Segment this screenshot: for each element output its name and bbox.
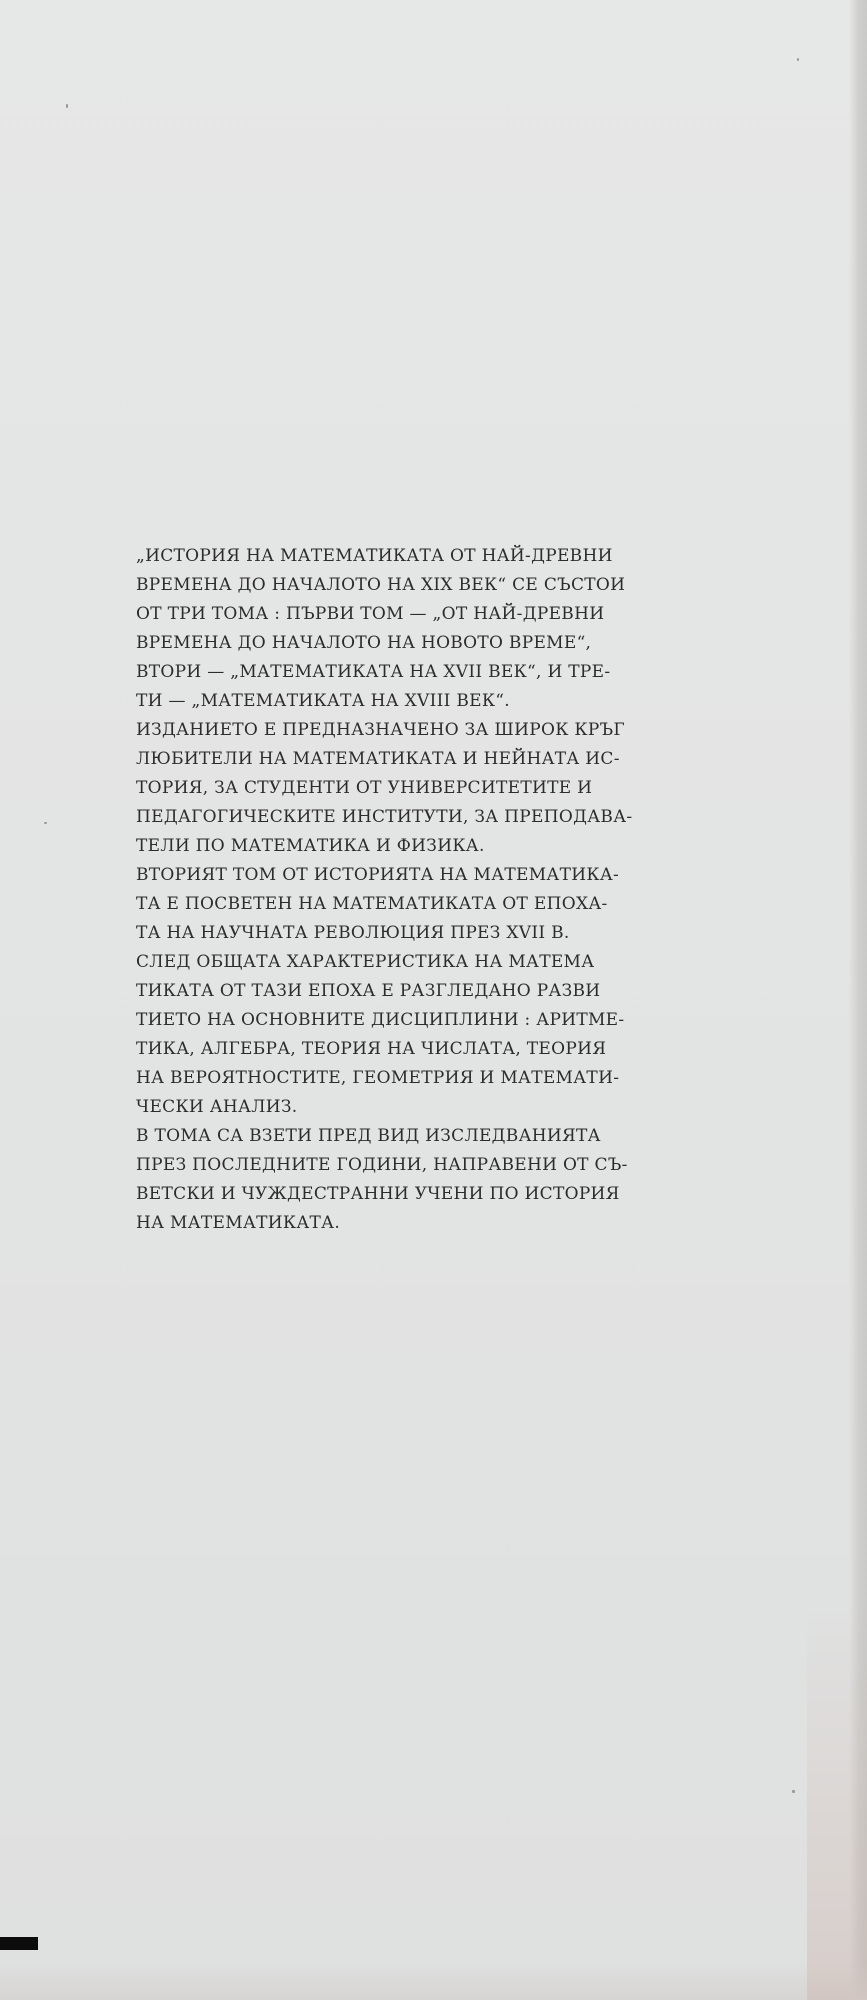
- description-line: ТА НА НАУЧНАТА РЕВОЛЮЦИЯ ПРЕЗ XVII В.: [136, 923, 570, 943]
- description-line: ПРЕЗ ПОСЛЕДНИТЕ ГОДИНИ, НАПРАВЕНИ ОТ СЪ-: [136, 1155, 628, 1175]
- description-line: СЛЕД ОБЩАТА ХАРАКТЕРИСТИКА НА МАТЕМА: [136, 952, 595, 972]
- paper-speck: [792, 1790, 795, 1793]
- cover-corner-tint: [807, 1600, 867, 2000]
- description-line: „ИСТОРИЯ НА МАТЕМАТИКАТА ОТ НАЙ-ДРЕВНИ: [136, 546, 613, 566]
- paper-speck: [66, 104, 68, 108]
- paper-speck: [797, 58, 799, 61]
- description-line: НА ВЕРОЯТНОСТИТЕ, ГЕОМЕТРИЯ И МАТЕМАТИ-: [136, 1068, 620, 1088]
- description-line: ТИЕТО НА ОСНОВНИТЕ ДИСЦИПЛИНИ : АРИТМЕ-: [136, 1010, 625, 1030]
- description-line: ТИКАТА ОТ ТАЗИ ЕПОХА Е РАЗГЛЕДАНО РАЗВИ: [136, 981, 601, 1001]
- description-line: ПЕДАГОГИЧЕСКИТЕ ИНСТИТУТИ, ЗА ПРЕПОДАВА-: [136, 807, 633, 827]
- cover-bottom-edge-shadow: [0, 1960, 867, 2000]
- description-line: ТА Е ПОСВЕТЕН НА МАТЕМАТИКАТА ОТ ЕПОХА-: [136, 894, 608, 914]
- description-line: ВТОРИЯТ ТОМ ОТ ИСТОРИЯТА НА МАТЕМАТИКА-: [136, 865, 620, 885]
- paper-speck: [44, 822, 47, 824]
- description-line: ВРЕМЕНА ДО НАЧАЛОТО НА НОВОТО ВРЕМЕ“,: [136, 633, 592, 653]
- description-line: ТИ — „МАТЕМАТИКАТА НА XVIII ВЕК“.: [136, 691, 510, 711]
- description-line: ЛЮБИТЕЛИ НА МАТЕМАТИКАТА И НЕЙНАТА ИС-: [136, 749, 620, 769]
- description-line: ОТ ТРИ ТОМА : ПЪРВИ ТОМ — „ОТ НАЙ-ДРЕВНИ: [136, 604, 605, 624]
- description-line: ТЕЛИ ПО МАТЕМАТИКА И ФИЗИКА.: [136, 836, 485, 856]
- description-line: ТИКА, АЛГЕБРА, ТЕОРИЯ НА ЧИСЛАТА, ТЕОРИЯ: [136, 1039, 607, 1059]
- description-line: В ТОМА СА ВЗЕТИ ПРЕД ВИД ИЗСЛЕДВАНИЯТА: [136, 1126, 601, 1146]
- description-line: ВРЕМЕНА ДО НАЧАЛОТО НА XIX ВЕК“ СЕ СЪСТОИ: [136, 575, 626, 595]
- description-line: ТОРИЯ, ЗА СТУДЕНТИ ОТ УНИВЕРСИТЕТИТЕ И: [136, 778, 593, 798]
- description-line: НА МАТЕМАТИКАТА.: [136, 1213, 341, 1233]
- black-edge-mark: [0, 1937, 38, 1950]
- description-line: ЧЕСКИ АНАЛИЗ.: [136, 1097, 298, 1117]
- description-line: ИЗДАНИЕТО Е ПРЕДНАЗНАЧЕНО ЗА ШИРОК КРЪГ: [136, 720, 625, 740]
- cover-description-text: [136, 542, 776, 1238]
- description-line: ВТОРИ — „МАТЕМАТИКАТА НА XVII ВЕК“, И ТРЕ-: [136, 662, 611, 682]
- description-line: ВЕТСКИ И ЧУЖДЕСТРАННИ УЧЕНИ ПО ИСТОРИЯ: [136, 1184, 620, 1204]
